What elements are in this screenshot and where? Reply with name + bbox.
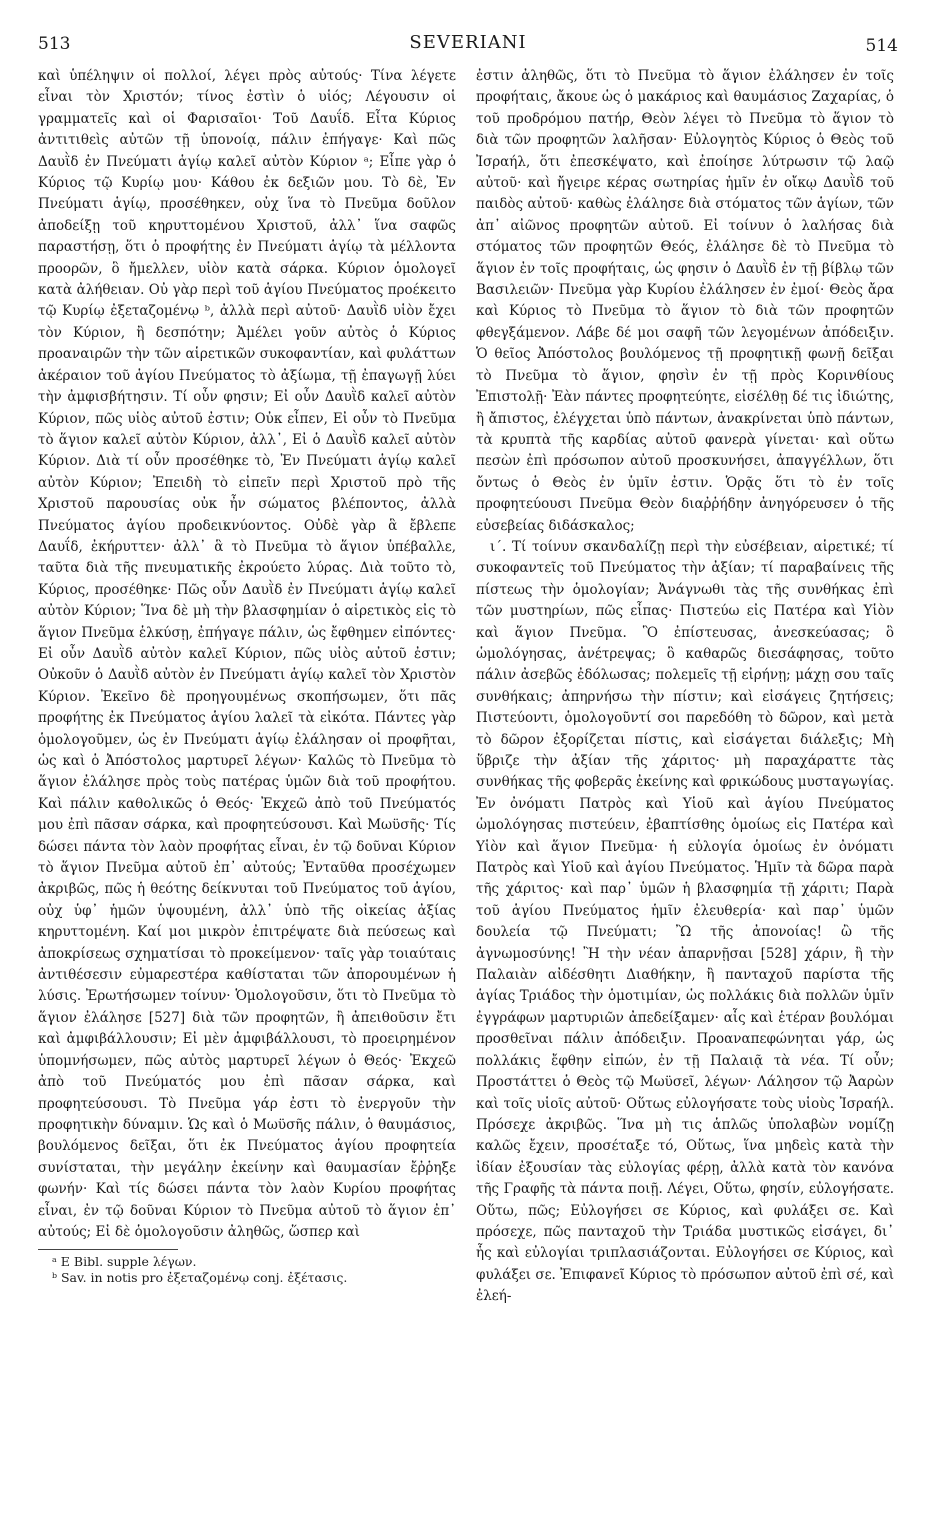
page-number-right: 514 (865, 36, 898, 56)
left-column (38, 66, 456, 1506)
right-column-paragraph-1: ἐστιν ἀληθῶς, ὅτι τὸ Πνεῦμα τὸ ἅγιον ἐλάλησεν ἐν τοῖς προφήταις, ἄκουε ὡς ὁ μακάριος καὶ θαυμάσιος Ζαχαρίας, ὁ τοῦ προδρόμου πατήρ, Θεὸν λέγει τὸ Πνεῦμα τὸ ἅγιον τὸ διὰ τῶν προφητῶν λαλῆσαν· Εὐλογητὸς Κύριος ὁ Θεὸς τοῦ Ἰσραήλ, ὅτι ἐπεσκέψατο, καὶ ἐποίησε λύτρωσιν τῷ λαῷ αὐτοῦ· καὶ ἤγειρε κέρας σωτηρίας ἡμῖν ἐν οἴκῳ Δαυῒδ τοῦ παιδὸς αὐτοῦ· καθὼς ἐλάλησε διὰ στόματος τῶν ἁγίων, τῶν ἀπ᾽ αἰῶνος προφητῶν αὐτοῦ. Εἰ τοίνυν ὁ λαλήσας διὰ στόματος τῶν προφητῶν Θεός, ἐλάλησε δὲ τὸ Πνεῦμα τὸ ἅγιον ἐν τοῖς προφήταις, ὡς φησιν ὁ Δαυῒδ ἐν τῇ βίβλῳ τῶν Βασιλειῶν· Πνεῦμα γὰρ Κυρίου ἐλάλησεν ἐν ἐμοί· Θεὸς ἄρα καὶ Κύριος τὸ Πνεῦμα τὸ ἅγιον τὸ διὰ τῶν προφητῶν φθεγξάμενον. Λάβε δέ μοι σαφῆ τῶν λεγομένων ἀπόδειξιν. Ὁ θεῖος Ἀπόστολος βουλόμενος τῇ προφητικῇ φωνῇ δεῖξαι τὸ Πνεῦμα τὸ ἅγιον, φησὶν ἐν τῇ πρὸς Κορινθίους Ἐπιστολῇ· Ἐὰν πάντες προφητεύητε, εἰσέλθῃ δέ τις ἰδιώτης, ἢ ἄπιστος, ἐλέγχεται ὑπὸ πάντων, ἀνακρίνεται ὑπὸ πάντων, τὰ κρυπτὰ τῆς καρδίας αὐτοῦ φανερὰ γίνεται· καὶ οὕτω πεσὼν ἐπὶ πρόσωπον αὐτοῦ προσκυνήσει, ἀπαγγέλλων, ὅτι ὄντως ὁ Θεὸς ἐν ὑμῖν ἐστιν. Ὁρᾷς ὅτι τὸ ἐν τοῖς προφητεύουσι Πνεῦμα Θεὸν διαῤῥήδην ἀνηγόρευσεν ὁ τῆς εὐσεβείας διδάσκαλος; (476, 68, 894, 534)
footnote-rule (38, 1249, 178, 1250)
left-column-text: καὶ ὑπέληψιν οἱ πολλοί, λέγει πρὸς αὐτούς· Τίνα λέγετε εἶναι τὸν Χριστόν; τίνος ἐστὶν ὁ υἱός; Λέγουσιν οἱ γραμματεῖς καὶ οἱ Φαρισαῖοι· Τοῦ Δαυΐδ. Εἶτα Κύριος ἀντιτιθεὶς αὐτῶν τῇ ὑπονοίᾳ, πάλιν ἐπήγαγε· Καὶ πῶς Δαυῒδ ἐν Πνεύματι ἁγίῳ καλεῖ αὐτὸν Κύριον ᵃ; Εἶπε γὰρ ὁ Κύριος τῷ Κυρίῳ μου· Κάθου ἐκ δεξιῶν μου. Τὸ δὲ, Ἐν Πνεύματι ἁγίῳ, προσέθηκεν, οὐχ ἵνα τὸ Πνεῦμα δοῦλον ἀποδείξῃ τοῦ κηρυττομένου Χριστοῦ, ἀλλ᾽ ἵνα σαφῶς παραστήσῃ, ὅτι ὁ προφήτης ἐν Πνεύματι ἁγίῳ τὰ μέλλοντα προορῶν, ὃ ἤμελλεν, υἱὸν κατὰ σάρκα. Κύριον ὁμολογεῖ κατὰ ἀλήθειαν. Οὐ γὰρ περὶ τοῦ ἁγίου Πνεύματος προέκειτο τῷ Κυρίῳ ἐξεταζομένῳ ᵇ, ἀλλὰ περὶ αὐτοῦ· Δαυῒδ υἱὸν ἔχει τὸν Κύριον, ἢ δεσπότην; Ἀμέλει γοῦν αὐτὸς ὁ Κύριος προαναιρῶν τὴν τῶν αἱρετικῶν συκοφαντίαν, καὶ φυλάττων ἀκέραιον τοῦ ἁγίου Πνεύματος τὸ ἀξίωμα, τῇ ἐπαγωγῇ λύει τὴν ἀμφισβήτησιν. Τί οὖν φησιν; Εἰ οὖν Δαυῒδ καλεῖ αὐτὸν Κύριον, πῶς υἱὸς αὐτοῦ ἐστιν; Οὐκ εἶπεν, Εἰ οὖν τὸ Πνεῦμα τὸ ἅγιον καλεῖ αὐτὸν Κύριον, ἀλλ᾽, Εἰ ὁ Δαυῒδ καλεῖ αὐτὸν Κύριον. Διὰ τί οὖν προσέθηκε τὸ, Ἐν Πνεύματι ἁγίῳ καλεῖ αὐτὸν Κύριον; Ἐπειδὴ τὸ εἰπεῖν περὶ Χριστοῦ πρὸ τῆς Χριστοῦ παρουσίας οὐκ ἦν σώματος βλέποντος, ἀλλὰ Πνεύματος ἁγίου προδεικνύοντος. Οὐδὲ γὰρ ἃ ἔβλεπε Δαυΐδ, ἐκήρυττεν· ἀλλ᾽ ἃ τὸ Πνεῦμα τὸ ἅγιον ὑπέβαλλε, ταῦτα διὰ τῆς πνευματικῆς ἐκρούετο λύρας. Διὰ τοῦτο τὸ, Κύριος, προσέθηκε· Πῶς οὖν Δαυῒδ ἐν Πνεύματι ἁγίῳ καλεῖ αὐτὸν Κύριον; Ἵνα δὲ μὴ τὴν βλασφημίαν ὁ αἱρετικὸς εἰς τὸ ἅγιον Πνεῦμα ἑλκύσῃ, ἐπήγαγε πάλιν, ὡς ἔφθημεν εἰπόντες· Εἰ οὖν Δαυῒδ αὐτὸν καλεῖ Κύριον, πῶς υἱὸς αὐτοῦ ἐστιν; Οὐκοῦν ὁ Δαυῒδ αὐτὸν ἐν Πνεύματι ἁγίῳ καλεῖ τὸν Χριστὸν Κύριον. Ἐκεῖνο δὲ προηγουμένως σκοπήσωμεν, ὅτι πᾶς προφήτης ἐκ Πνεύματος ἁγίου λαλεῖ τὰ εἰκότα. Πάντες γὰρ ὁμολογοῦμεν, ὡς ἐν Πνεύματι ἁγίῳ ἐλάλησαν οἱ προφῆται, ὡς καὶ ὁ Ἀπόστολος μαρτυρεῖ λέγων· Καλῶς τὸ Πνεῦμα τὸ ἅγιον ἐλάλησε πρὸς τοὺς πατέρας ὑμῶν διὰ τοῦ προφήτου. Καὶ πάλιν καθολικῶς ὁ Θεός· Ἐκχεῶ ἀπὸ τοῦ Πνεύματός μου ἐπὶ πᾶσαν σάρκα, καὶ προφητεύσουσι. Καὶ Μωϋσῆς· Τίς δώσει πάντα τὸν λαὸν προφήτας εἶναι, ἐν τῷ δοῦναι Κύριον τὸ ἅγιον Πνεῦμα αὐτοῦ ἐπ᾽ αὐτούς; Ἐνταῦθα προσέχωμεν ἀκριβῶς, πῶς ἡ θεότης δείκνυται τοῦ Πνεύματος τοῦ ἁγίου, οὐχ ὑφ᾽ ἡμῶν ὑψουμένη, ἀλλ᾽ ὑπὸ τῆς οἰκείας ἀξίας κηρυττομένη. Καί μοι μικρὸν ἐπιτρέψατε διὰ πεύσεως καὶ ἀποκρίσεως σχηματίσαι τὸ προκείμενον· ταῖς γὰρ τοιαύταις ἀντιθέσεσιν εὐμαρεστέρα καθίσταται τῶν ἀπορουμένων ἡ λύσις. Ἐρωτήσωμεν τοίνυν· Ὁμολογοῦσιν, ὅτι τὸ Πνεῦμα τὸ ἅγιον ἐλάλησε [527] διὰ τῶν προφητῶν, ἢ ἀπειθοῦσιν ἔτι καὶ ἀμφιβάλλουσιν; Εἰ μὲν ἀμφιβάλλουσι, τὸ προειρημένον ὑπομνήσωμεν, πῶς αὐτὸς μαρτυρεῖ λέγων ὁ Θεός· Ἐκχεῶ ἀπὸ τοῦ Πνεύματός μου ἐπὶ πᾶσαν σάρκα, καὶ προφητεύσουσι. Τὸ Πνεῦμα γάρ ἐστι τὸ ἐνεργοῦν τὴν προφητικὴν δύναμιν. Ὡς καὶ ὁ Μωϋσῆς πάλιν, ὁ θαυμάσιος, βουλόμενος δεῖξαι, ὅτι ἐκ Πνεύματος ἁγίου προφητεία συνίσταται, τὴν μεγάλην ἐκείνην καὶ θαυμασίαν ἔῤῥηξε φωνήν· Καὶ τίς δώσει πάντα τὸν λαὸν Κυρίου προφήτας εἶναι, ἐν τῷ δοῦναι Κύριον τὸ Πνεῦμα αὐτοῦ τὸ ἅγιον ἐπ᾽ αὐτούς; Εἰ δὲ ὁμολογοῦσιν ἀληθῶς, ὥσπερ καὶ (38, 68, 456, 1240)
page-header (38, 22, 898, 58)
page-number-left: 513 (38, 34, 71, 54)
footnote-a: ᵃ E Bibl. supple λέγων. (52, 1254, 197, 1270)
right-column-paragraph-2: ι´. Τί τοίνυν σκανδαλίζῃ περὶ τὴν εὐσέβειαν, αἱρετικέ; τί συκοφαντεῖς τοῦ Πνεύματος τὴν ἀξίαν; τί παραβαίνεις τῆς πίστεως τὴν ὁμολογίαν; Ἀνάγνωθι τὰς τῆς συνθήκας ἐπὶ τῶν μυστηρίων, πῶς εἶπας· Πιστεύω εἰς Πατέρα καὶ Υἱὸν καὶ ἅγιον Πνεῦμα. Ὃ ἐπίστευσας, ἀνεσκεύασας; ὃ ὡμολόγησας, ἀνέτρεψας; ὃ καθαρῶς διεσάφησας, τοῦτο πάλιν ἀσεβῶς ἐδόλωσας; πολεμεῖς τῇ εἰρήνῃ; μάχῃ σου ταῖς συνθήκαις; ἀπηρνήσω τὴν πίστιν; καὶ εἰσάγεις ζητήσεις; Πιστεύοντι, ὁμολογοῦντί σοι παρεδόθη τὸ δῶρον, καὶ μετὰ τὸ δῶρον ἐξορίζεται πίστις, καὶ εἰσάγεται διάλεξις; Μὴ ὕβριζε τὴν ἀξίαν τῆς χάριτος· μὴ παραχάραττε τὰς συνθήκας τῆς φοβερᾶς ἐκείνης καὶ φρικώδους μυσταγωγίας. Ἐν ὀνόματι Πατρὸς καὶ Υἱοῦ καὶ ἁγίου Πνεύματος ὡμολόγησας πιστεύειν, ἐβαπτίσθης ὁμοίως εἰς Πατέρα καὶ Υἱὸν καὶ ἅγιον Πνεῦμα· ἡ εὐλογία ὁμοίως ἐν ὀνόματι Πατρὸς καὶ Υἱοῦ καὶ ἁγίου Πνεύματος. Ἡμῖν τὰ δῶρα παρὰ τῆς χάριτος· καὶ παρ᾽ ὑμῶν ἡ βλασφημία τῇ χάριτι; Παρὰ τοῦ ἁγίου Πνεύματος ἡμῖν ἐλευθερία· καὶ παρ᾽ ὑμῶν δουλεία τῷ Πνεύματι; Ὢ τῆς ἀπονοίας! ὢ τῆς ἀγνωμοσύνης! Ἢ τὴν νέαν ἀπαρνῇσαι [528] χάριν, ἢ τὴν Παλαιὰν αἰδέσθητι Διαθήκην, ἢ πανταχοῦ παρίστα τῆς ἁγίας Τριάδος τὴν ὁμοτιμίαν, ὡς πολλάκις διὰ πολλῶν ὑμῖν ἐγγράφων μαρτυριῶν ἀπεδείξαμεν· αἷς καὶ ἑτέραν βουλόμαι προσθεῖναι πάλιν ἀπόδειξιν. Προαναπεφώνηται γάρ, ὡς πολλάκις ἔφθην εἰπών, ἐν τῇ Παλαιᾷ τὰ νέα. Τί οὖν; Προστάττει ὁ Θεὸς τῷ Μωϋσεῖ, λέγων· Λάλησον τῷ Ἀαρὼν καὶ τοῖς υἱοῖς αὐτοῦ· Οὕτως εὐλογήσατε τοὺς υἱοὺς Ἰσραήλ. Πρόσεχε ἀκριβῶς. Ἵνα μὴ τις ἁπλῶς ὑπολαβὼν νομίζῃ καλῶς ἔχειν, προσέταξε τό, Οὕτως, ἵνα μηδεὶς κατὰ τὴν ἰδίαν ἐξουσίαν τὰς εὐλογίας φέρῃ, ἀλλὰ κατὰ τὸν κανόνα τῆς Γραφῆς τὰ πάντα ποιῇ. Λέγει, Οὕτω, φησίν, εὐλογήσατε. Οὕτω, πῶς; Εὐλογήσει σε Κύριος, καὶ φυλάξει σε. Καὶ πρόσεχε, πῶς πανταχοῦ τὴν Τριάδα μυστικῶς εἰσάγει, δι᾽ ἧς καὶ εὐλογίαι τριπλασιάζονται. Εὐλογήσει σε Κύριος, καὶ φυλάξει σε. Ἐπιφανεῖ Κύριος τὸ πρόσωπον αὐτοῦ ἐπὶ σέ, καὶ ἐλεή- (476, 538, 894, 1305)
footnote-b: ᵇ Sav. in notis pro ἐξεταζομένῳ conj. ἐξέτασις. (52, 1270, 348, 1286)
running-title: SEVERIANI (409, 32, 527, 53)
right-column (476, 66, 894, 1516)
